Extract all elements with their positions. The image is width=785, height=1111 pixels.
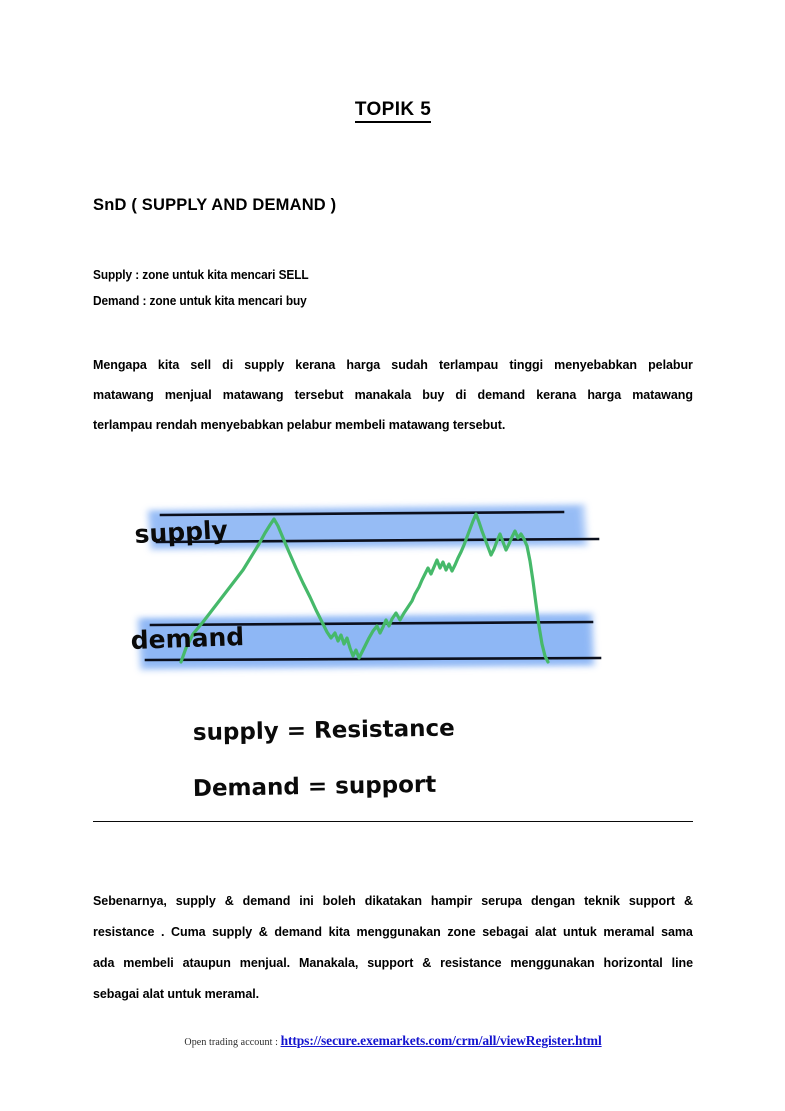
paragraph-line: [93, 350, 693, 380]
footer-label: Open trading account :: [184, 1037, 281, 1048]
word: supply: [244, 358, 285, 372]
page-title-text: TOPIK 5: [355, 99, 431, 123]
word: teknik: [584, 894, 620, 908]
equation-supply-resistance: supply = Resistance: [192, 715, 455, 746]
word: supply: [212, 925, 253, 939]
definition-supply: Supply : zone untuk kita mencari SELL: [93, 268, 309, 282]
paragraph-line: [93, 886, 693, 917]
word: Mengapa: [93, 358, 147, 372]
word: di: [222, 358, 234, 372]
word: kita: [157, 358, 180, 372]
definition-demand: Demand : zone untuk kita mencari buy: [93, 294, 307, 308]
supply-label: supply: [133, 515, 229, 549]
word: resistance: [440, 956, 502, 970]
word: menyebabkan: [554, 358, 637, 372]
paragraph-summary: [93, 886, 693, 1010]
paragraph-line: [93, 380, 693, 410]
definition-list: [93, 262, 693, 314]
footer: [93, 1032, 693, 1050]
word: horizontal: [603, 956, 663, 970]
word: menggunakan: [356, 925, 441, 939]
trading-account-link[interactable]: https://secure.exemarkets.com/crm/all/viewRegister.html: [280, 1033, 602, 1048]
word: supply: [175, 894, 216, 908]
word: terlampau: [438, 358, 499, 372]
word: Cuma: [171, 925, 206, 939]
word: .: [160, 925, 165, 939]
word: serupa: [481, 894, 522, 908]
word: buy: [422, 388, 445, 402]
word: menjual.: [239, 956, 291, 970]
word: demand: [477, 388, 526, 402]
word: Manakala,: [298, 956, 359, 970]
word: harga: [587, 388, 622, 402]
word: kerana: [295, 358, 336, 372]
word: sama: [661, 925, 693, 939]
page-title: [93, 99, 693, 121]
paragraph-explanation: [93, 350, 693, 440]
word: kerana: [536, 388, 577, 402]
word: harga: [346, 358, 381, 372]
demand-label: demand: [130, 622, 245, 655]
word: meramal: [603, 925, 655, 939]
word: ada: [93, 956, 115, 970]
word: sudah: [391, 358, 428, 372]
word: di: [455, 388, 467, 402]
word: Sebenarnya,: [93, 894, 167, 908]
word: matawang: [222, 388, 284, 402]
paragraph-line: terlampau rendah menyebabkan pelabur membeli matawang tersebut.: [93, 418, 506, 432]
equation-demand-support: Demand = support: [192, 771, 437, 802]
word: &: [422, 956, 432, 970]
word: resistance: [93, 925, 155, 939]
word: support: [628, 894, 676, 908]
word: hampir: [430, 894, 473, 908]
word: line: [671, 956, 693, 970]
word: sebagai: [482, 925, 529, 939]
word: menggunakan: [510, 956, 595, 970]
word: dikatakan: [364, 894, 422, 908]
word: &: [684, 894, 693, 908]
word: kita: [328, 925, 350, 939]
word: manakala: [354, 388, 412, 402]
paragraph-line: [93, 948, 693, 979]
word: pelabur: [648, 358, 693, 372]
word: untuk: [562, 925, 597, 939]
word: boleh: [322, 894, 356, 908]
word: zone: [447, 925, 476, 939]
supply-demand-diagram: [93, 486, 693, 816]
word: menjual: [164, 388, 212, 402]
horizontal-divider: [93, 821, 693, 822]
word: &: [224, 894, 234, 908]
word: ini: [299, 894, 314, 908]
paragraph-line: sebagai alat untuk meramal.: [93, 987, 260, 1001]
paragraph-line: [93, 917, 693, 948]
word: demand: [242, 894, 291, 908]
word: &: [258, 925, 268, 939]
word: alat: [535, 925, 557, 939]
word: demand: [274, 925, 322, 939]
word: membeli: [123, 956, 174, 970]
word: sell: [190, 358, 212, 372]
word: support: [367, 956, 414, 970]
word: matawang: [632, 388, 693, 402]
word: matawang: [93, 388, 154, 402]
word: tinggi: [509, 358, 544, 372]
word: tersebut: [294, 388, 344, 402]
word: ataupun: [182, 956, 231, 970]
word: dengan: [530, 894, 576, 908]
section-heading: SnD ( SUPPLY AND DEMAND ): [93, 195, 337, 214]
